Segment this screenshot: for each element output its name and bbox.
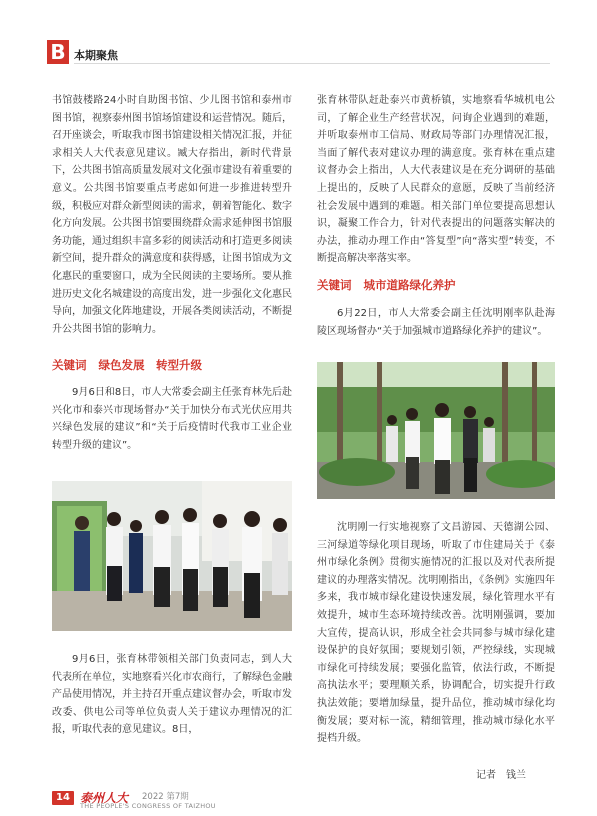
left-col-text-3 (52, 651, 292, 739)
right-col-text-1 (317, 92, 555, 268)
paragraph: 9月6日，张育林带领相关部门负责同志，到人大代表所在单位，实地察看兴化市农商行，了解绿色金融产品使用情况，并主持召开重点建议督办会，听取市发改委、供电公司等单位负责人关于建议办理情况的汇报，听取代表的意见建议。8日， (52, 654, 292, 736)
left-col-text-1 (52, 92, 292, 338)
paragraph: 9月6日和8日，市人大常委会副主任张育林先后赴兴化市和泰兴市现场督办“关于加快分布式光伏应用共兴绿色发展的建议”和“关于后疫情时代我市工业企业转型升级的建议”。 (52, 387, 292, 451)
left-col-text-2 (52, 384, 292, 454)
issue-label: 2022 第7期 (142, 792, 189, 802)
magazine-logo: 泰州人大 (80, 791, 129, 805)
section-title: 本期聚焦 (74, 49, 118, 62)
right-col-text-3 (317, 519, 555, 748)
byline: 记者 钱兰 (476, 770, 526, 781)
paragraph: 沈明刚一行实地视察了文昌游园、天德湖公园、三河绿道等绿化项目现场，听取了市住建局关于《泰州市绿化条例》贯彻实施情况的汇报以及对代表所提建议的办理落实情况。沈明刚指出，《条例》实施四年多来，我市城市绿化建设快速发展，绿化管理水平有效提升，城市生态环境持续改善。沈明刚强调，要加大宣传，提高认识，形成全社会共同参与城市绿化建设保护的良好氛围；要规划引领，严控绿线，实现城市绿化可持续发展；要强化监管，依法行政，不断提高执法水平；要理顺关系，协调配合，切实提升行政执法效能；要增加绿量，提升品位，推动城市绿化均衡发展；要对标一流，精细管理，推动城市绿化水平提档升级。 (317, 522, 555, 745)
photo-meeting-visit (52, 481, 292, 631)
keyword-label: 关键词 (52, 358, 87, 372)
keyword-heading-1 (52, 357, 202, 373)
photo-park-inspection (317, 362, 555, 499)
magazine-english-name: THE PEOPLE'S CONGRESS OF TAIZHOU (80, 802, 216, 810)
right-col-text-2 (317, 305, 555, 340)
paragraph: 6月22日，市人大常委会副主任沈明刚率队赴海陵区现场督办“关于加强城市道路绿化养护的建议”。 (317, 308, 555, 337)
page-number: 14 (52, 791, 74, 805)
section-logo: B (47, 40, 69, 64)
keyword-heading-2 (317, 277, 456, 293)
keyword-title: 绿色发展 转型升级 (98, 358, 203, 372)
keyword-label: 关键词 (317, 278, 352, 292)
header-rule (74, 63, 550, 64)
keyword-title: 城市道路绿化养护 (363, 278, 456, 292)
paragraph: 书馆鼓楼路24小时自助图书馆、少儿图书馆和泰州市图书馆，视察泰州图书馆场馆建设和运营情况。随后，召开座谈会，听取我市图书馆建设相关情况汇报，并征求相关人大代表意见建议。臧大存指出，新时代背景下，公共图书馆高质量发展对文化强市建设有着重要的意义。公共图书馆要重点考虑如何进一步推进转型升级，积极应对群众新型阅读的需求，朝着智能化、数字化方向发展。公共图书馆要围绕群众需求延伸图书馆服务功能，通过组织丰富多彩的阅读活动和打造更多阅读新空间，提升群众的满意度和获得感，让图书馆成为文化惠民的重要窗口，成为全民阅读的主要场所。要从推进历史文化名城建设的高度出发，进一步强化文化惠民导向，加强文化阵地建设，开展各类阅读活动，不断提升公共图书馆的影响力。 (52, 95, 292, 335)
paragraph: 张育林带队赶赴泰兴市黄桥镇，实地察看华城机电公司，了解企业生产经营状况，问询企业遇到的难题，并听取泰州市工信局、财政局等部门办理情况汇报，当面了解代表对建议办理的满意度。张育林在重点建议督办会上指出，人大代表建议是在充分调研的基础上提出的，反映了人民群众的意愿，反映了当前经济社会发展中遇到的难题。相关部门单位要提高思想认识，凝聚工作合力，针对代表提出的问题落实解决的办法，推动办理工作由“答复型”向“落实型”转变，不断提高解决率落实率。 (317, 95, 555, 265)
